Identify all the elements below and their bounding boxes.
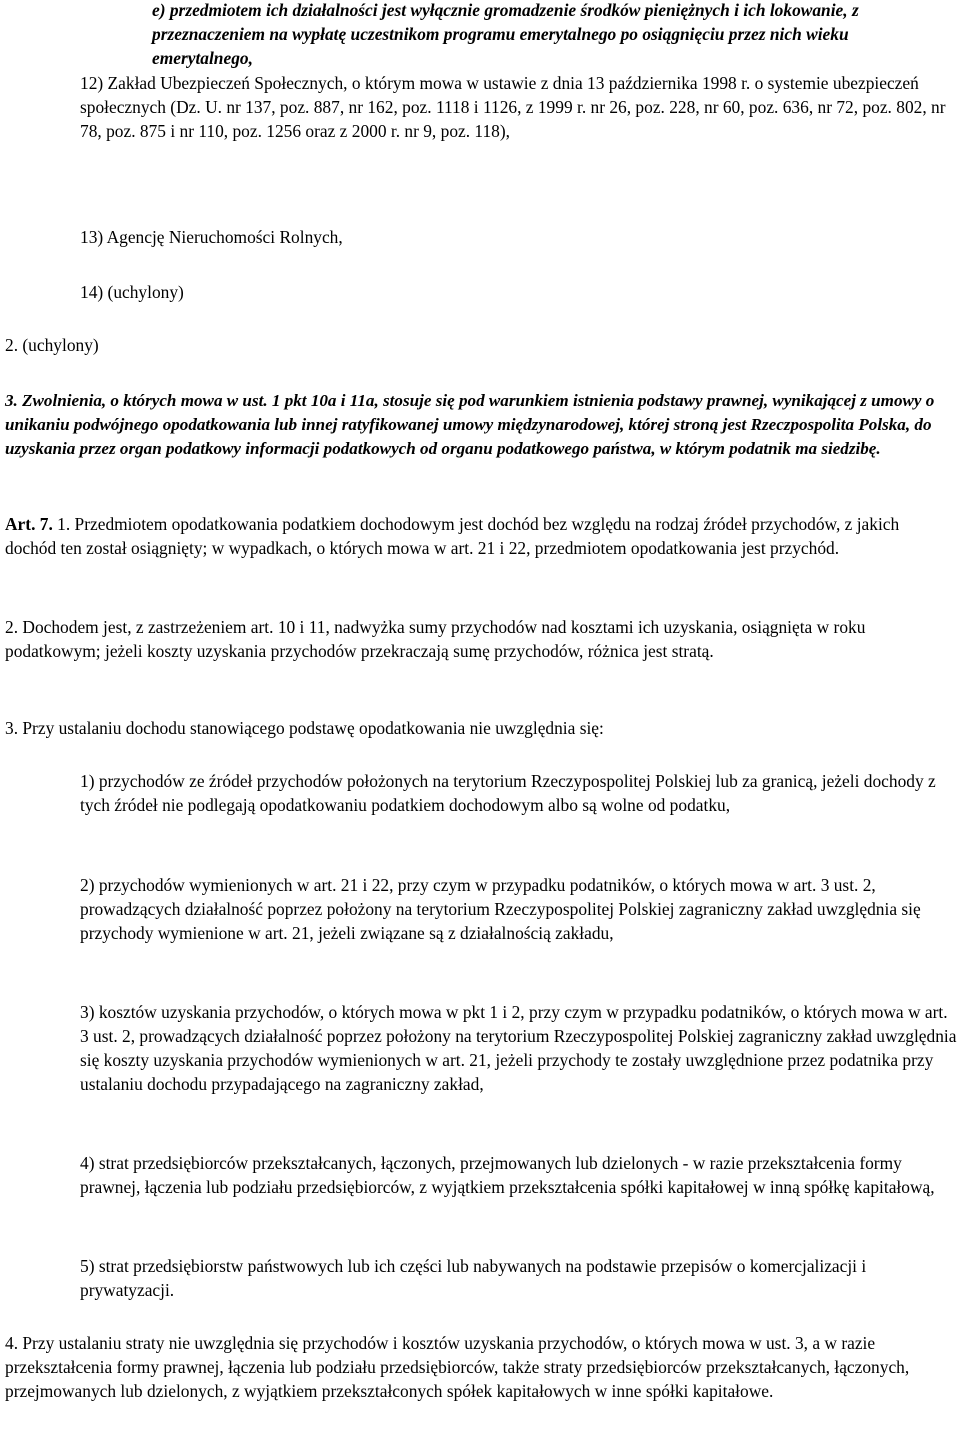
paragraph-art-7-4: 4. Przy ustalaniu straty nie uwzględnia się przychodów i kosztów uzyskania przychodów, o których mowa w ust. 3, a w razie przekształcenia formy prawnej, łączenia lub podziału przedsiębiorców, także straty przedsiębiorców przekształcanych, łączonych, przejmowanych lub dzielonych, z wyjątkiem przekształconych spółek kapitałowych w inne spółki kapitałowe.	[5, 1333, 910, 1401]
paragraph-art-7-3-point-2: 2) przychodów wymienionych w art. 21 i 22, przy czym w przypadku podatników, o których mowa w art. 3 ust. 2, prowadzących działalność poprzez położony na terytorium Rzeczypospolitej Polskiej zagraniczny zakład uwzględnia się przychody wymienione w art. 21, jeżeli związane są z działalnością zakładu,	[80, 875, 921, 943]
article-7-section-1-text: 1. Przedmiotem opodatkowania podatkiem dochodowym jest dochód bez względu na rodzaj źródeł przychodów, z jakich dochód ten został osiągnięty; w wypadkach, o których mowa w art. 21 i 22, przedmiotem opodatkowania jest przychód.	[5, 514, 900, 558]
paragraph-point-e: e) przedmiotem ich działalności jest wyłącznie gromadzenie środków pieniężnych i ich lokowanie, z przeznaczeniem na wypłatę uczestnikom programu emerytalnego po osiągnięciu przez nich wieku emerytalnego,	[152, 0, 859, 68]
paragraph-art-7-3-point-5: 5) strat przedsiębiorstw państwowych lub ich części lub nabywanych na podstawie przepisów o komercjalizacji i prywatyzacji.	[80, 1256, 867, 1300]
paragraph-art-7-3-point-4: 4) strat przedsiębiorców przekształcanych, łączonych, przejmowanych lub dzielonych - w razie przekształcenia formy prawnej, łączenia lub podziału przedsiębiorców, z wyjątkiem przekształcenia spółki kapitałowej w inną spółkę kapitałową,	[80, 1153, 935, 1197]
paragraph-section-2-repealed: 2. (uchylony)	[5, 335, 99, 355]
article-heading: Art. 7.	[5, 514, 53, 534]
paragraph-item-14: 14) (uchylony)	[80, 282, 184, 302]
paragraph-art-7-1	[5, 512, 943, 560]
paragraph-art-7-2: 2. Dochodem jest, z zastrzeżeniem art. 10 i 11, nadwyżka sumy przychodów nad kosztami ich uzyskania, osiągnięta w roku podatkowym; jeżeli koszty uzyskania przychodów przekraczają sumę przychodów, różnica jest stratą.	[5, 617, 866, 661]
paragraph-item-13: 13) Agencję Nieruchomości Rolnych,	[80, 227, 343, 247]
paragraph-item-12: 12) Zakład Ubezpieczeń Społecznych, o którym mowa w ustawie z dnia 13 października 1998 r. o systemie ubezpieczeń społecznych (Dz. U. nr 137, poz. 887, nr 162, poz. 1118 i 1126, z 1999 r. nr 26, poz. 228, nr 60, poz. 636, nr 72, poz. 802, nr 78, poz. 875 i nr 110, poz. 1256 oraz z 2000 r. nr 9, poz. 118),	[80, 73, 946, 141]
paragraph-art-7-3-point-1: 1) przychodów ze źródeł przychodów położonych na terytorium Rzeczypospolitej Polskiej lub za granicą, jeżeli dochody z tych źródeł nie podlegają opodatkowaniu podatkiem dochodowym albo są wolne od podatku,	[80, 771, 936, 815]
paragraph-art-7-3-point-3: 3) kosztów uzyskania przychodów, o których mowa w pkt 1 i 2, przy czym w przypadku podatników, o których mowa w art. 3 ust. 2, prowadzących działalność poprzez położony na terytorium Rzeczypospolitej Polskiej zagraniczny zakład uwzględnia się koszty uzyskania przychodów wymienionych w art. 21, jeżeli przychody te zostały uwzględnione przez podatnika przy ustalaniu dochodu przypadającego na zagraniczny zakład,	[80, 1002, 957, 1094]
paragraph-art-7-3: 3. Przy ustalaniu dochodu stanowiącego podstawę opodatkowania nie uwzględnia się:	[5, 718, 604, 738]
paragraph-section-3-exemptions: 3. Zwolnienia, o których mowa w ust. 1 pkt 10a i 11a, stosuje się pod warunkiem istnienia podstawy prawnej, wynikającej z umowy o unikaniu podwójnego opodatkowania lub innej ratyfikowanej umowy międzynarodowej, której stroną jest Rzeczpospolita Polska, do uzyskania przez organ podatkowy informacji podatkowych od organu podatkowego państwa, w którym podatnik ma siedzibę.	[5, 391, 935, 458]
